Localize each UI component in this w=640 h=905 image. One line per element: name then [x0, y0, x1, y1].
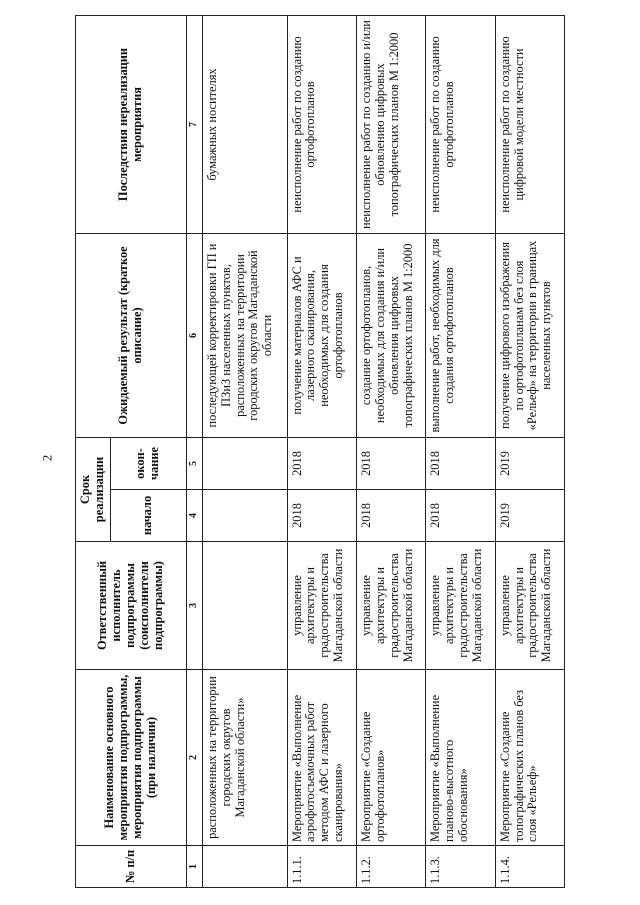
row-num	[202, 846, 287, 888]
row-name: Мероприятие «Создание топографических планов без слоя «Рельеф»	[495, 670, 564, 846]
table-row	[202, 16, 287, 888]
column-numbers-row	[186, 16, 202, 888]
row-consequences: неисполнение работ по созданию цифровой модели местности	[495, 16, 564, 234]
row-start: 2019	[495, 490, 564, 542]
row-consequences: неисполнение работ по созданию ортофотопланов	[287, 16, 356, 234]
table-row	[426, 16, 495, 888]
row-result: получение цифрового изображения по ортофотопланам без слоя «Рельеф» на территории в границах населенных пунктов	[495, 234, 564, 438]
row-name: Мероприятие «Выполнение планово-высотного обоснования»	[426, 670, 495, 846]
row-end: 2018	[426, 438, 495, 490]
column-number: 6	[186, 234, 202, 438]
header-end: окон-чание	[110, 438, 186, 490]
row-end	[202, 438, 287, 490]
row-start: 2018	[287, 490, 356, 542]
header-num: № п/п	[76, 846, 187, 888]
row-name: Мероприятие «Выполнение аэрофотосъемочных работ методом АФС и лазерного сканирования»	[287, 670, 356, 846]
column-number: 3	[186, 542, 202, 670]
row-consequences: неисполнение работ по созданию ортофотопланов	[426, 16, 495, 234]
row-start: 2018	[426, 490, 495, 542]
table-row	[287, 16, 356, 888]
table-row	[356, 16, 425, 888]
row-name: расположенных на территории городских округов Магаданской области»	[202, 670, 287, 846]
row-num: 1.1.1.	[287, 846, 356, 888]
column-number: 2	[186, 670, 202, 846]
row-executor: управление архитектуры и градостроительства Магаданской области	[495, 542, 564, 670]
row-end: 2018	[356, 438, 425, 490]
row-end: 2019	[495, 438, 564, 490]
row-executor: управление архитектуры и градостроительства Магаданской области	[356, 542, 425, 670]
page-number: 2	[39, 454, 55, 462]
table-row	[495, 16, 564, 888]
row-consequences: неисполнение работ по созданию и/или обновлению цифровых топографических планов М 1:2000	[356, 16, 425, 234]
row-result: выполнение работ, необходимых для создания ортофотопланов	[426, 234, 495, 438]
header-executor: Ответственный исполнитель подпрограммы (соисполнители подпрограммы)	[76, 542, 187, 670]
row-start: 2018	[356, 490, 425, 542]
activities-table	[75, 15, 565, 888]
header-result: Ожидаемый результат (краткое описание)	[76, 234, 187, 438]
row-name: Мероприятие «Создание ортофотопланов»	[356, 670, 425, 846]
row-consequences: бумажных носителях	[202, 16, 287, 234]
row-executor	[202, 542, 287, 670]
column-number: 1	[186, 846, 202, 888]
row-num: 1.1.4.	[495, 846, 564, 888]
row-end: 2018	[287, 438, 356, 490]
column-number: 4	[186, 490, 202, 542]
row-executor: управление архитектуры и градостроительства Магаданской области	[287, 542, 356, 670]
row-result: последующей корректировки ГП и ПЗиЗ населенных пунктов, расположенных на территории городских округов Магаданской области	[202, 234, 287, 438]
header-consequences: Последствия нереализации мероприятия	[76, 16, 187, 234]
rotated-table-container	[75, 16, 565, 888]
row-start	[202, 490, 287, 542]
column-number: 7	[186, 16, 202, 234]
column-number: 5	[186, 438, 202, 490]
row-result: создание ортофотопланов, необходимых для создания и/или обновления цифровых топографических планов М 1:2000	[356, 234, 425, 438]
header-period: Срок реализации	[76, 438, 111, 542]
row-result: получение материалов АФС и лазерного сканирования, необходимых для создания ортофотопланов	[287, 234, 356, 438]
header-name: Наименование основного мероприятия подпрограммы, мероприятия подпрограммы (при наличии)	[76, 670, 187, 846]
header-start: начало	[110, 490, 186, 542]
row-num: 1.1.2.	[356, 846, 425, 888]
row-num: 1.1.3.	[426, 846, 495, 888]
row-executor: управление архитектуры и градостроительства Магаданской области	[426, 542, 495, 670]
